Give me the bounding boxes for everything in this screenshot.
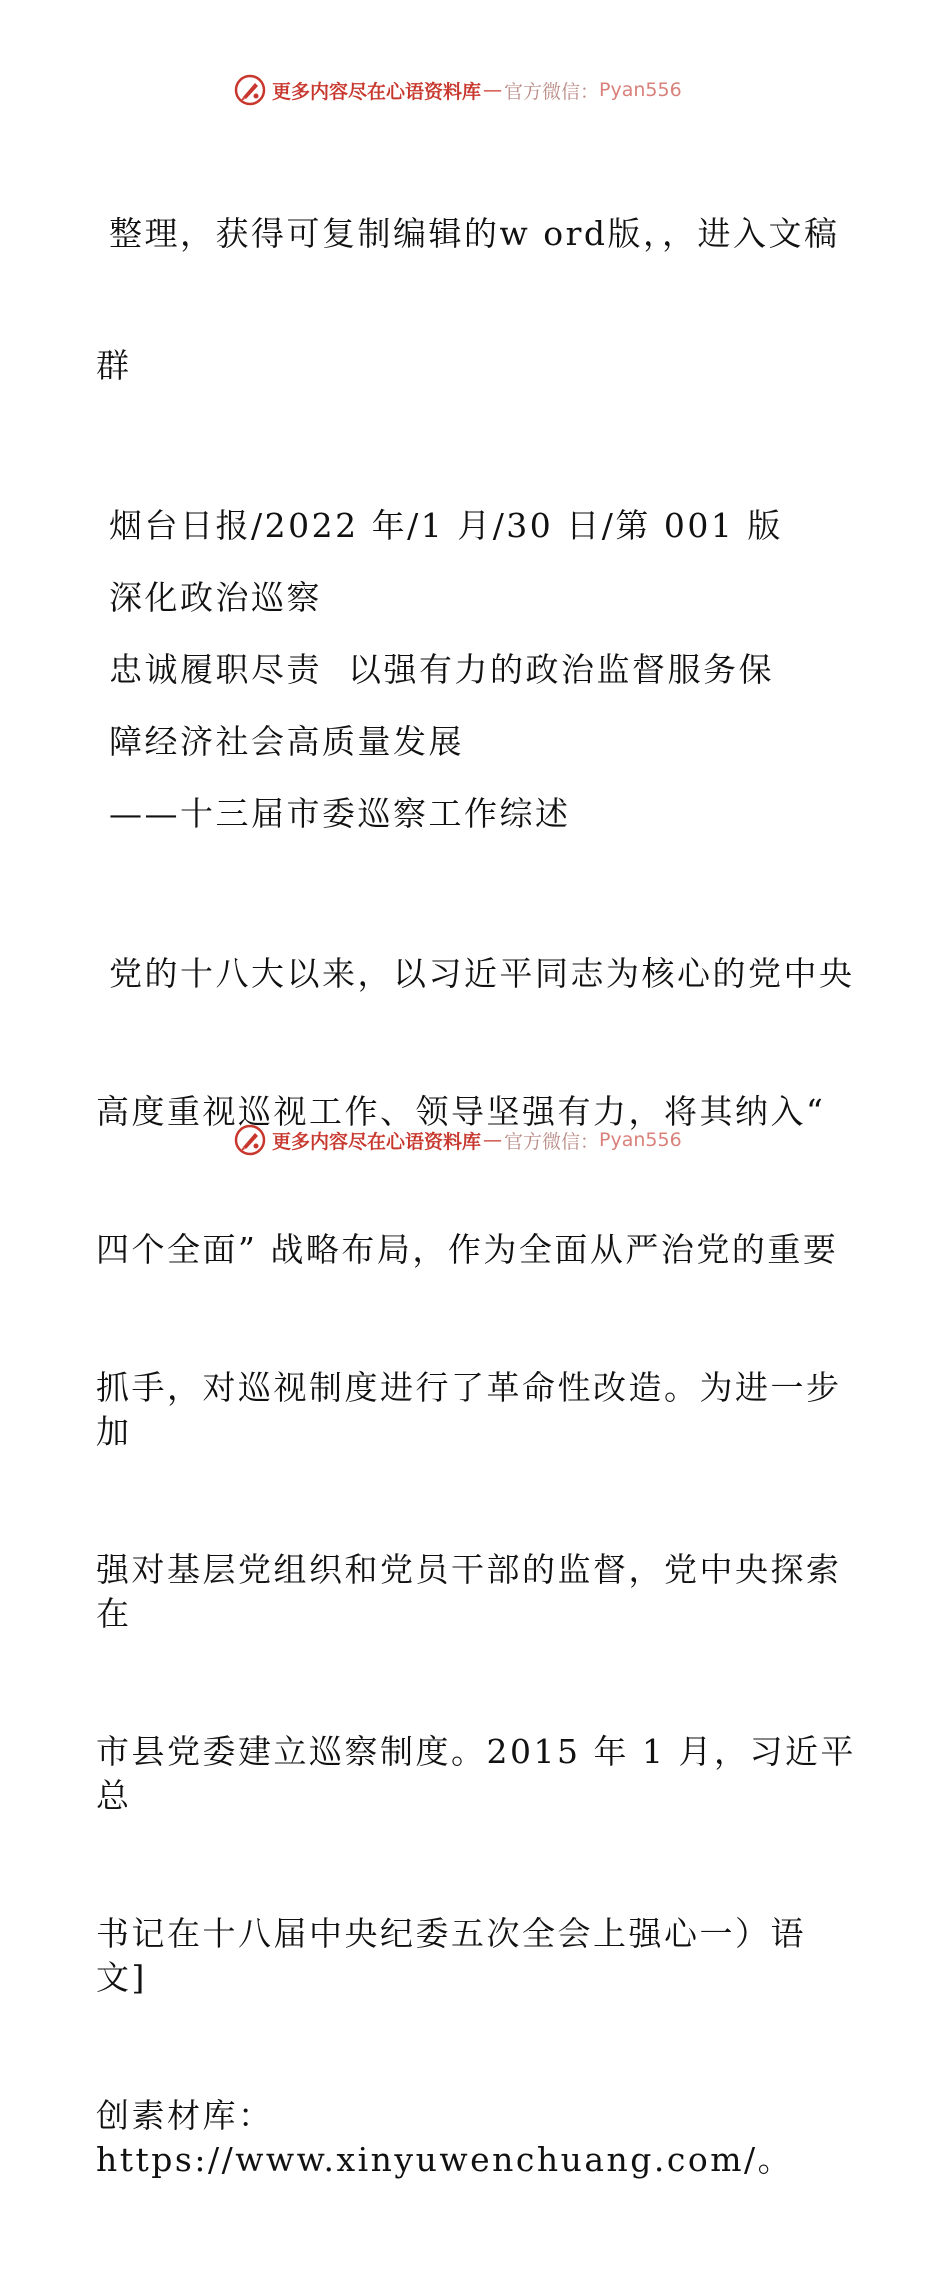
article-title-line: 忠诚履职尽责 以强有力的政治监督服务保: [96, 650, 774, 689]
body-line: 市县党委建立巡察制度。2015 年 1 月，习近平总: [96, 1732, 856, 1815]
body-paragraph: [96, 864, 856, 2276]
banner-text: 更多内容尽在心语资料库: [272, 80, 482, 103]
body-line: 高度重视巡视工作、领导坚强有力，将其纳入“: [96, 1092, 826, 1131]
intro-line: 群: [96, 346, 132, 385]
body-line: 抓手，对巡视制度进行了革命性改造。为进一步加: [96, 1368, 842, 1451]
body-line: 四个全面” 战略布局，作为全面从严治党的重要: [96, 1230, 839, 1269]
banner-wechat-label: 官方微信：: [504, 1130, 600, 1153]
banner-dash: —: [483, 1129, 503, 1151]
footer-banner: [234, 1122, 714, 1158]
source-line: 烟台日报/2022 年/1 月/30 日/第 001 版: [96, 506, 783, 545]
intro-line: 整理，获得可复制编辑的w ord版，，进入文稿: [96, 214, 840, 253]
kicker: 深化政治巡察: [96, 578, 322, 617]
intro-paragraph: [96, 124, 856, 476]
article-subtitle: ——十三届市委巡察工作综述: [96, 794, 571, 833]
banner-wechat-id: Pyan556: [599, 79, 682, 101]
body-line: 书记在十八届中央纪委五次全会上强心一）语文]: [96, 1914, 806, 1997]
banner-wechat-id: Pyan556: [599, 1129, 682, 1151]
banner-wechat-label: 官方微信：: [504, 80, 600, 103]
body-line: 党的十八大以来，以习近平同志为核心的党中央: [96, 954, 855, 993]
quill-pen-logo-icon: [234, 74, 266, 106]
body-line: 强对基层党组织和党员干部的监督，党中央探索在: [96, 1550, 842, 1633]
document-content: [96, 118, 856, 2276]
quill-pen-logo-icon: [234, 1124, 266, 1156]
article-title-line: 障经济社会高质量发展: [96, 722, 464, 761]
banner-text: 更多内容尽在心语资料库: [272, 1130, 482, 1153]
banner-dash: —: [483, 79, 503, 101]
header-banner: [234, 72, 714, 108]
body-line: 创素材库：https://www.xinyuwenchuang.com/。: [96, 2096, 794, 2179]
